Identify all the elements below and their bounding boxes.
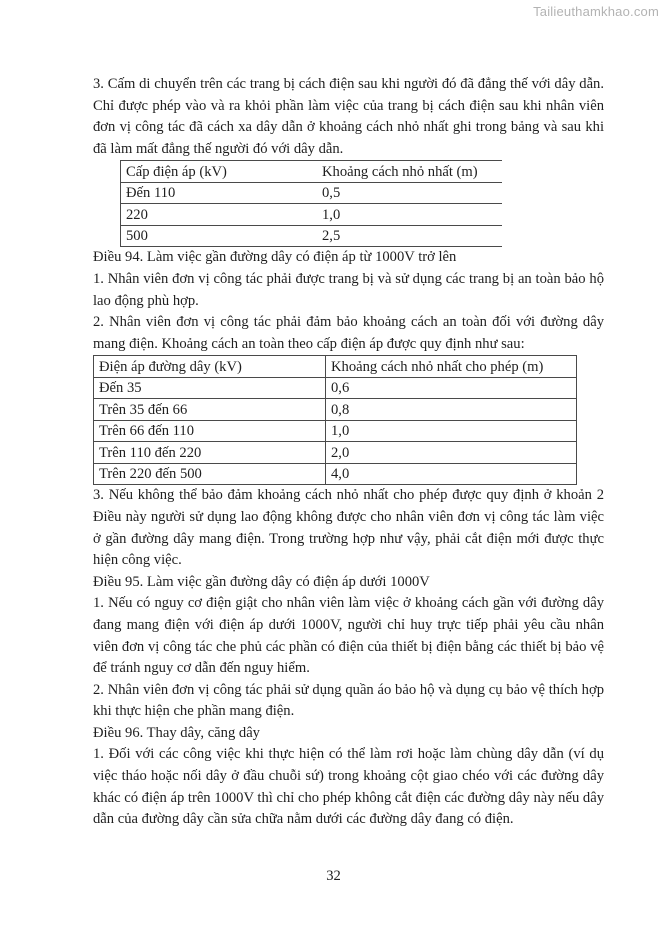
table-header-row (121, 161, 503, 183)
table-cell: 500 (121, 225, 318, 247)
table-row (94, 463, 577, 485)
table-header-row (94, 356, 577, 378)
article-96-title: Điều 96. Thay dây, căng dây (93, 724, 260, 741)
table-cell: 0,6 (326, 377, 577, 399)
table-cell: Trên 220 đến 500 (94, 463, 326, 485)
page-number: 32 (326, 868, 341, 884)
table-cell: Trên 110 đến 220 (94, 442, 326, 464)
article-95-clause-1: 1. Nếu có nguy cơ điện giật cho nhân viên làm việc ở khoảng cách gần với đường dây đang mang điện với điện áp dưới 1000V, người chỉ huy trực tiếp phải yêu cầu nhân viên đơn vị công tác che phủ các phần có điện của thiết bị điện bằng các thiết bị bảo vệ để tránh nguy cơ dẫn đến nguy hiểm. (93, 595, 604, 677)
table-row (121, 204, 503, 226)
article-94-clause-1: 1. Nhân viên đơn vị công tác phải được trang bị và sử dụng các trang bị an toàn bảo hộ lao động phù hợp. (93, 270, 604, 309)
table-cell: 0,5 (317, 182, 502, 204)
paragraph-clause-3: 3. Cấm di chuyển trên các trang bị cách điện sau khi người đó đã đẳng thế với dây dẫn. Chỉ được phép vào và ra khỏi phần làm việc của trang bị cách điện sau khi nhân viên đơn vị công tác đã cách xa dây dẫn ở khoảng cách nhỏ nhất ghi trong bảng và sau khi đã làm mất đẳng thế người đó với dây dẫn. (93, 76, 604, 157)
table-cell: 2,0 (326, 442, 577, 464)
table-header-cell: Khoảng cách nhỏ nhất (m) (317, 161, 502, 183)
article-95-title: Điều 95. Làm việc gần đường dây có điện áp dưới 1000V (93, 573, 430, 590)
document-body (93, 74, 604, 831)
table-cell: Trên 35 đến 66 (94, 399, 326, 421)
table-header-cell: Điện áp đường dây (kV) (94, 356, 326, 378)
table-cell: Đến 110 (121, 182, 318, 204)
table-cell: Trên 66 đến 110 (94, 420, 326, 442)
table-cell: 2,5 (317, 225, 502, 247)
article-94-clause-2: 2. Nhân viên đơn vị công tác phải đảm bảo khoảng cách an toàn đối với đường dây mang điện. Khoảng cách an toàn theo cấp điện áp được quy định như sau: (93, 314, 604, 352)
table-row (94, 420, 577, 442)
table-row (121, 182, 503, 204)
table-header-cell: Khoảng cách nhỏ nhất cho phép (m) (326, 356, 577, 378)
article-94-title: Điều 94. Làm việc gần đường dây có điện áp từ 1000V trở lên (93, 249, 457, 266)
watermark: Tailieuthamkhao.com (533, 4, 659, 19)
table-cell: 220 (121, 204, 318, 226)
table-cell: 4,0 (326, 463, 577, 485)
table-row (94, 399, 577, 421)
table-cell: 0,8 (326, 399, 577, 421)
table-cell: Đến 35 (94, 377, 326, 399)
table-row (94, 442, 577, 464)
clearance-table-voltage (93, 355, 577, 485)
table-cell: 1,0 (326, 420, 577, 442)
clearance-table-insulated (120, 160, 502, 247)
table-row (94, 377, 577, 399)
table-cell: 1,0 (317, 204, 502, 226)
article-96-clause-1: 1. Đối với các công việc khi thực hiện có thể làm rơi hoặc làm chùng dây dẫn (ví dụ việc tháo hoặc nối dây ở đầu chuỗi sứ) trong khoảng cột giao chéo với các đường dây khác có điện áp trên 1000V thì chỉ cho phép không cắt điện các đường dây này nếu dây dẫn của đường dây cần sửa chữa nằm dưới các đường dây đang có điện. (93, 746, 604, 828)
table-row (121, 225, 503, 247)
article-94-clause-3: 3. Nếu không thể bảo đảm khoảng cách nhỏ nhất cho phép được quy định ở khoản 2 Điều này người sử dụng lao động không được cho nhân viên đơn vị công tác làm việc ở gần đường dây mang điện. Trong trường hợp như vậy, phải cắt điện mới được thực hiện công việc. (93, 487, 604, 569)
table-header-cell: Cấp điện áp (kV) (121, 161, 318, 183)
article-95-clause-2: 2. Nhân viên đơn vị công tác phải sử dụng quần áo bảo hộ và dụng cụ bảo vệ thích hợp khi thực hiện che phần mang điện. (93, 681, 604, 720)
